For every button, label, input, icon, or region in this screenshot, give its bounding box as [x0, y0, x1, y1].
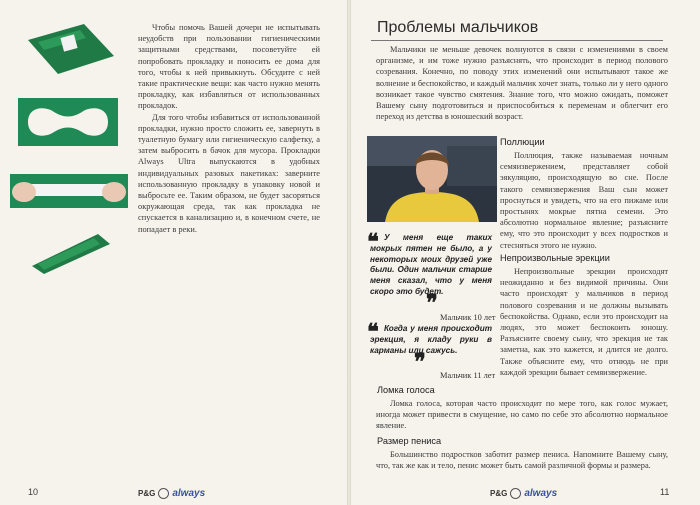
pg-logo: P&G — [138, 489, 156, 498]
quote-2-author: Мальчик 11 лет — [440, 371, 496, 380]
close-quote-icon: ❞ — [414, 349, 426, 375]
left-page-number: 10 — [28, 487, 39, 497]
left-paragraph-2: Для того чтобы избавиться от использованной прокладки, нужно просто сложить ее, завернуть в туалетную бумагу или гигиеническую салфетку, а затем выбросить в бачок для мусора. Прокладки Always Ultra выпускаются в удобных индивидуальных разовых пакетиках: заверните использованную прокладку в упаковку новой и выбросьте ее. Таким образом, не будет засоряться окружающая среда, так как прокладка не спускается в канализацию и, в конечном счете, не попадает в реки. — [138, 112, 320, 234]
section-erections — [500, 266, 668, 378]
folded-pad-illustration — [24, 22, 116, 76]
seal-icon — [510, 488, 521, 499]
section-size — [376, 449, 668, 471]
hands-folding-pad-illustration — [10, 168, 128, 212]
quote-2: Когда у меня происходит эрекция, я кладу руки в карманы или сажусь. — [370, 324, 492, 355]
text-erections: Непроизвольные эрекции происходят неожиданно и без видимой причины. Они часто происходят у мальчиков в период полового созревания и не должны вызывать беспокойства. Однако, если это происходит на людях, это может беспокоить юношу. Разъясните своему сыну, что эрекция не так заметна, как это кажется, и длится не долго. Также объясните ему, что отнюдь не при каждой эрекции бывает семяизвержение. — [500, 267, 668, 377]
quote-1: У меня еще таких мокрых пятен не было, а у некоторых моих друзей уже были. Один мальчик старше меня сказал, что у меня скоро это будет. — [370, 233, 492, 296]
heading-size: Размер пениса — [377, 436, 442, 446]
title-divider — [371, 40, 663, 41]
pad-outline-illustration — [18, 98, 118, 146]
close-quote-icon: ❞ — [426, 290, 438, 316]
text-pollutions: Поллюция, также называемая ночным семяизвержением, представляет собой эякуляцию, происходящую во сне. После такого семяизвержения Ваш сын может проснуться и увидеть, что на его пижаме или простынях мокрые пятна семени. Это абсолютно нормальное явление; разъясните ему, что это происходит у всех подростков и стесняться этого не нужно. — [500, 151, 668, 250]
quote-1-author: Мальчик 10 лет — [440, 313, 496, 322]
seal-icon — [158, 488, 169, 499]
left-paragraph-1: Чтобы помочь Вашей дочери не испытывать неудобств при пользовании гигиеническими защитными средствами, посоветуйте ей попробовать прокладку и поносить ее дома для того, чтобы к ней привыкнуть. Обсудите с ней такие практические вещи: как часто нужно менять прокладку, как избавляться от использованных прокладок. — [138, 23, 320, 111]
right-page-number: 11 — [660, 487, 670, 497]
intro-text — [376, 44, 668, 122]
heading-erections: Непроизвольные эрекции — [500, 253, 610, 263]
section-pollutions — [500, 150, 668, 251]
right-brand-footer — [490, 488, 557, 499]
always-logo: always — [524, 488, 558, 499]
intro-paragraph: Мальчики не меньше девочек волнуются в связи с изменениями в своем организме, и им тоже нужно разъяснять, что происходит в период полового созревания. Конечно, по поводу этих изменений они испытывают такое же волнение и беспокойство, и каждый мальчик хочет знать, только ли у него одного возникает такое чувство смятения. Знание того, что можно ожидать, поможет Вашему сыну подготовиться и приспособиться к переменам и облегчит его переход из детства в юношеский возраст. — [376, 45, 668, 122]
book-gutter — [347, 0, 351, 505]
wrapped-pad-illustration — [28, 230, 114, 274]
always-logo: always — [172, 488, 206, 499]
heading-voice: Ломка голоса — [377, 385, 435, 395]
heading-pollutions: Поллюции — [500, 137, 545, 147]
boy-photo — [367, 136, 497, 222]
open-quote-icon: ❝ — [367, 319, 379, 345]
left-brand-footer — [138, 488, 205, 499]
text-voice: Ломка голоса, которая часто происходит по мере того, как голос мужает, иногда может привести в смущение, но само по себе это абсолютно нормальное явление. — [376, 399, 668, 431]
left-page-body — [138, 22, 320, 235]
open-quote-icon: ❝ — [367, 229, 379, 255]
page-title: Проблемы мальчиков — [377, 19, 539, 36]
pg-logo: P&G — [490, 489, 508, 498]
text-size: Большинство подростков заботит размер пениса. Напомните Вашему сыну, что, так же как и тело, пенис может быть самой различной формы и размера. — [376, 450, 668, 471]
section-voice — [376, 398, 668, 432]
